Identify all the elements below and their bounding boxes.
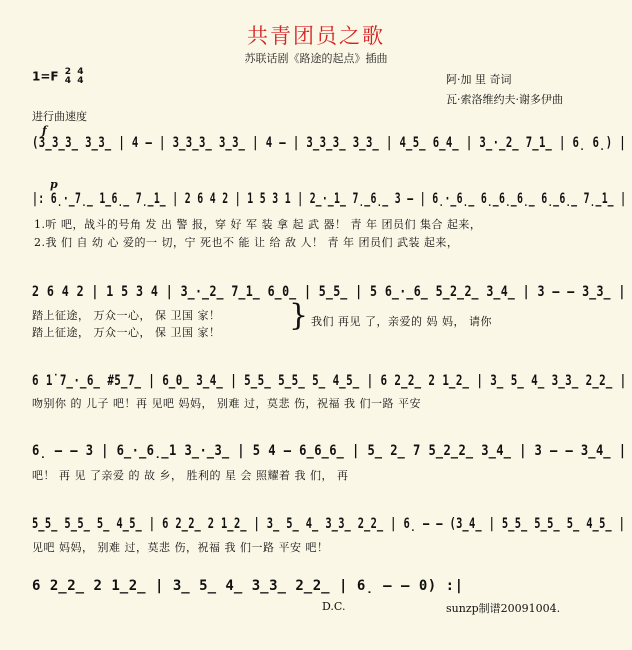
transcriber-credit: sunzp制谱20091004.: [446, 602, 561, 615]
dc-marking: D.C.: [322, 600, 346, 613]
time-signature-2: 4 4: [77, 67, 84, 86]
notation-line-1: (3̲3̲3̲ 3̲3̲ | 4 – | 3̲3̲3̲ 3̲3̲ | 4 – | 3̲3̲3̲ 3̲3̲ | 4̲5̲ 6̲4̲ | 3̲·̲2̲ 7̲1̲ | 6̣ 6̣) |: [32, 135, 627, 151]
key-signature: [32, 68, 84, 86]
lyric-line-2-verse-2: 2.我 们 自 幼 心 爱的一 切，宁 死也不 能 让 给 敌 人！ 青 年 团员们 武装 起来，: [34, 236, 459, 249]
lyric-line-6: 见吧 妈妈， 别难 过，莫悲 伤，祝福 我 们一路 平安 吧！: [32, 541, 329, 554]
notation-line-6: 5̲5̲ 5̲5̲ 5̲ 4̲5̲ | 6 2̲2̲ 2 1̲2̲ | 3̲ 5̲ 4̲ 3̲3̲ 2̲2̲ | 6̣ – – (3̲4̲ | 5̲5̲ 5̲5̲ 5̲ 4̲5̲ |: [32, 516, 626, 532]
key-label: 1=F: [32, 69, 59, 84]
notation-line-3: 2 6 4 2 | 1 5 3 4 | 3̲·̲2̲ 7̲1̲ 6̲0̲ | 5̲5̲ | 5 6̲·̲6̲ 5̲2̲2̲ 3̲4̲ | 3 – – 3̲3̲ |: [32, 284, 626, 300]
lyric-line-4: 吻别你 的 儿子 吧！再 见吧 妈妈， 别难 过，莫悲 伤，祝福 我 们一路 平安: [32, 397, 421, 410]
lyric-line-3-verse-1: 踏上征途， 万众一心， 保 卫国 家！: [32, 309, 221, 322]
notation-line-4: 6 1̇ 7̲·̲6̲ #5̲7̲ | 6̲0̲ 3̲4̲ | 5̲5̲ 5̲5̲ 5̲ 4̲5̲ | 6 2̲2̲ 2 1̲2̲ | 3̲ 5̲ 4̲ 3̲3̲ 2̲2̲ |: [32, 373, 627, 389]
tempo-marking: 进行曲速度: [32, 110, 87, 123]
lyricist-credit: 阿·加 里 奇词: [446, 73, 512, 86]
lyric-line-3-shared: 我们 再见 了，亲爱的 妈 妈， 请你: [311, 315, 492, 328]
notation-line-7: 6 2̲2̲ 2 1̲2̲ | 3̲ 5̲ 4̲ 3̲3̲ 2̲2̲ | 6̣ – – 0) :|: [32, 578, 464, 594]
verse-brace: }: [289, 298, 309, 333]
song-title: 共青团员之歌: [247, 24, 385, 48]
composer-credit: 瓦·索洛维约夫·谢多伊曲: [446, 93, 563, 106]
notation-line-5: 6̣ – – 3 | 6̲·̲6̣̲1 3̲·̲3̲ | 5 4 – 6̲6̲6̲ | 5̲ 2̲ 7 5̲2̲2̲ 3̲4̲ | 3 – – 3̲4̲ |: [32, 443, 627, 459]
lyric-line-5: 吧！ 再 见 了亲爱 的 故 乡， 胜利的 星 会 照耀着 我 们， 再: [32, 469, 349, 482]
lyric-line-3-verse-2: 踏上征途， 万众一心， 保 卫国 家！: [32, 326, 221, 339]
lyric-line-2-verse-1: 1.听 吧，战斗的号角 发 出 警 报，穿 好 军 装 拿 起 武 器！ 青 年 团员们 集合 起来，: [34, 218, 482, 231]
notation-line-2: |: 6̣·̲7̣̲ 1̲6̣̲ 7̣̲1̲ | 2 6 4 2 | 1 5 3 1 | 2̲·̲1̲ 7̣̲6̣̲ 3 – | 6̣·̲6̣̲ 6̣̲6̣̲6̣̲ 6̣̲6̣̲ 7̣̲1̲ |: [32, 191, 627, 207]
time-signature-1: 2 4: [64, 67, 72, 86]
dynamic-piano: p: [50, 178, 58, 191]
dynamic-forte: f: [42, 124, 47, 137]
song-subtitle: 苏联话剧《路途的起点》插曲: [244, 52, 388, 65]
